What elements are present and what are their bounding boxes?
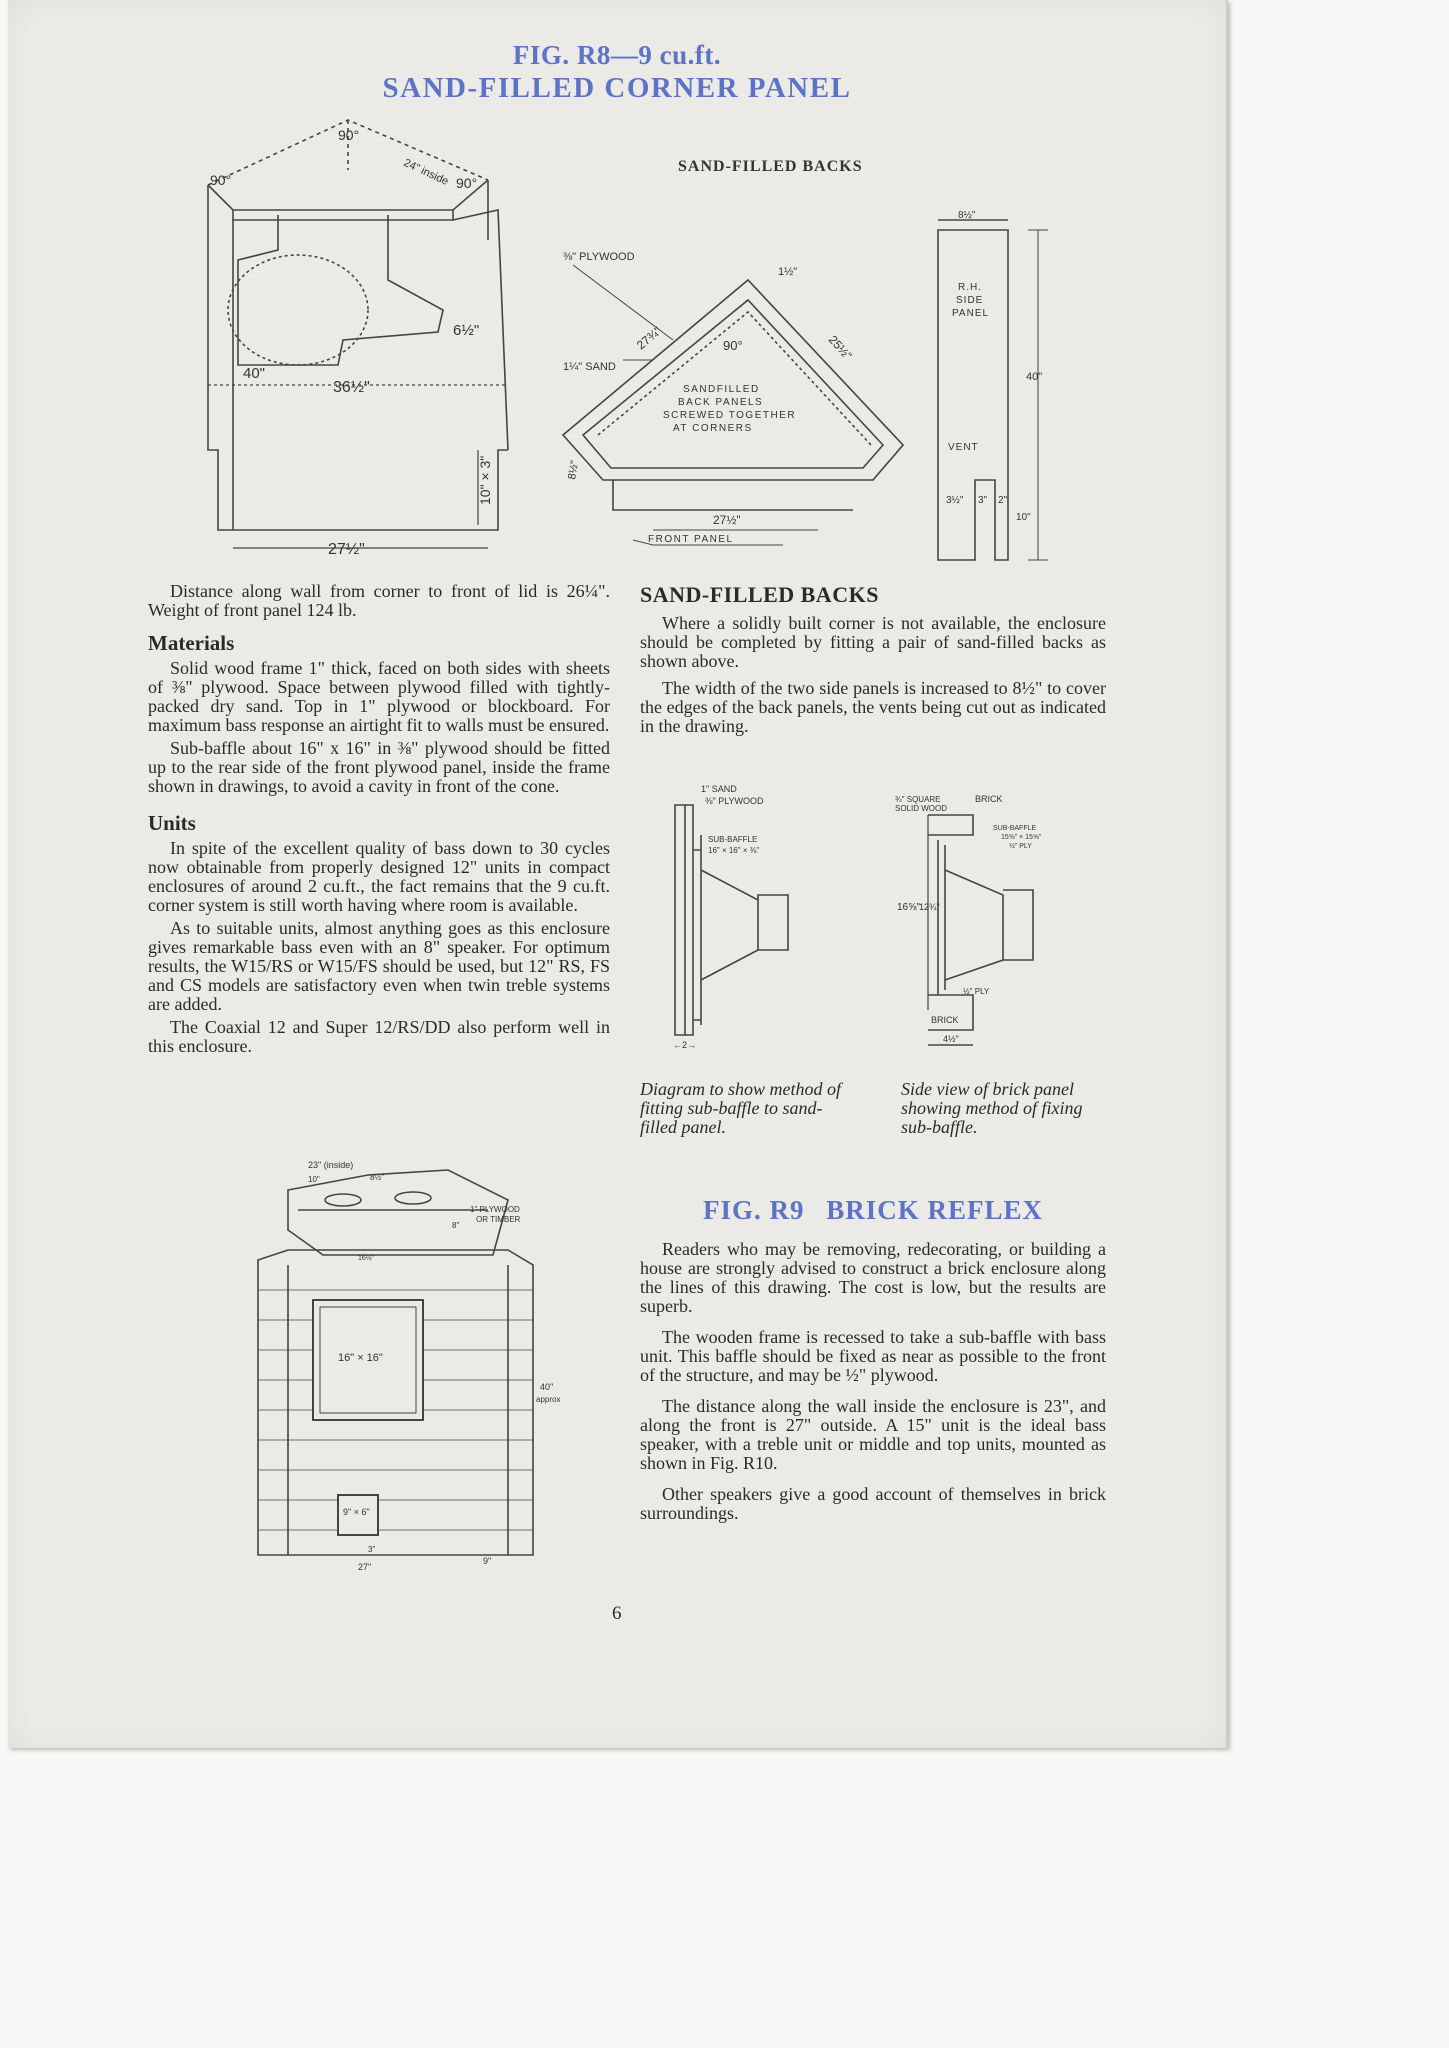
sb-right-halfply: ½" PLY bbox=[963, 987, 990, 996]
fig-r9-label: FIG. R9 bbox=[703, 1195, 805, 1225]
sb-right-4half: 4½" bbox=[943, 1034, 959, 1044]
subbaffle-diagrams bbox=[663, 780, 1083, 1060]
figure-label: FIG. R8—9 cu.ft. bbox=[512, 40, 722, 70]
backs-plywood: ⅜" PLYWOOD bbox=[563, 251, 635, 263]
sb-left-sand: 1" SAND bbox=[701, 784, 737, 794]
figure-title: SAND-FILLED CORNER PANEL bbox=[382, 72, 852, 104]
corner-top-angle: 90° bbox=[338, 127, 360, 143]
backs-note-3: SCREWED TOGETHER bbox=[663, 410, 797, 421]
backs-27half: 27½" bbox=[713, 513, 741, 527]
fig-r9-paragraph-4: Other speakers give a good account of themselves in brick surroundings. bbox=[640, 1484, 1106, 1523]
page-number: 6 bbox=[612, 1603, 622, 1624]
sb-left-plywood: ⅜" PLYWOOD bbox=[705, 796, 764, 806]
units-paragraph-1: In spite of the excellent quality of bass down to 30 cycles now obtainable from properly designed 12" units in compact enclosures of around 2 cu.ft., the fact remains that the 9 cu.ft. corner system is still worth having where room is available. bbox=[148, 838, 610, 915]
brick-front-label: 16" × 16" bbox=[338, 1352, 383, 1364]
side-dim-top: 8½" bbox=[958, 210, 976, 221]
backs-sand: 1¼" SAND bbox=[563, 361, 616, 373]
sb-left-subbaffle: SUB-BAFFLE bbox=[708, 835, 758, 844]
left-column bbox=[148, 582, 610, 1060]
fig-r9-paragraph-1: Readers who may be removing, redecorating, or building a house are strongly advised to construct a brick enclosure along the lines of this drawing. The cost is low, but the results are superb. bbox=[640, 1239, 1106, 1316]
backs-note-4: AT CORNERS bbox=[673, 423, 753, 434]
side-dim-3half: 3½" bbox=[946, 495, 964, 506]
corner-10x3: 10" × 3" bbox=[477, 455, 493, 505]
side-dim-10: 10" bbox=[1016, 512, 1031, 523]
backs-note-2: BACK PANELS bbox=[678, 397, 764, 408]
sb-right-brick-bottom: BRICK bbox=[931, 1015, 959, 1025]
corner-36half: 36½" bbox=[333, 379, 370, 396]
sb-right-subbaffle: SUB-BAFFLE bbox=[993, 825, 1037, 832]
brick-reflex-diagram bbox=[238, 1150, 568, 1580]
fig-r9-heading bbox=[703, 1195, 1043, 1226]
backs-25half: 25½" bbox=[825, 332, 855, 363]
brick-8: 8" bbox=[452, 1221, 460, 1230]
side-dim-40: 40" bbox=[1026, 371, 1043, 383]
brick-10: 10" bbox=[308, 1175, 320, 1184]
units-paragraph-2: As to suitable units, almost anything goes as this enclosure gives remarkable bass even with an 8" speaker. For optimum results, the W15/RS or W15/FS should be used, but 12" RS, FS and CS models are satisfactory even when twin treble systems are added. bbox=[148, 918, 610, 1014]
corner-40: 40" bbox=[243, 365, 266, 382]
backs-paragraph-1: Where a solidly built corner is not available, the enclosure should be completed by fitting a pair of sand-filled backs as shown above. bbox=[640, 613, 1106, 671]
brick-3: 3" bbox=[368, 1545, 376, 1554]
backs-27three-quarter: 27¾" bbox=[633, 323, 665, 353]
fig-r9-title: BRICK REFLEX bbox=[826, 1195, 1044, 1225]
sb-right-square: ¾" SQUARE bbox=[895, 795, 941, 804]
backs-paragraph-2: The width of the two side panels is increased to 8½" to cover the edges of the back panels, the vents being cut out as indicated in the drawing. bbox=[640, 678, 1106, 736]
fig-r9-text bbox=[640, 1240, 1106, 1535]
brick-8half: 8½" bbox=[370, 1173, 384, 1182]
backs-note-1: SANDFILLED bbox=[683, 384, 760, 395]
corner-panel-diagram bbox=[188, 110, 518, 560]
brick-23: 23" (inside) bbox=[308, 1160, 354, 1170]
materials-paragraph-1: Solid wood frame 1" thick, faced on both sides with sheets of ⅜" plywood. Space between plywood filled with tightly-packed dry sand. Top in 1" plywood or blockboard. For maximum bass response an airtight fit to walls must be ensured. bbox=[148, 658, 610, 735]
sb-left-bottom: ←2→ bbox=[673, 1040, 697, 1050]
right-column bbox=[640, 582, 1106, 748]
side-dim-3: 3" bbox=[978, 495, 988, 506]
brick-plywood-2: OR TIMBER bbox=[476, 1215, 521, 1224]
brick-plywood-1: 1" PLYWOOD bbox=[470, 1205, 520, 1214]
brick-9: 9" bbox=[483, 1556, 492, 1566]
intro-paragraph: Distance along wall from corner to front of lid is 26¼". Weight of front panel 124 lb. bbox=[148, 581, 610, 620]
side-rh-3: PANEL bbox=[952, 308, 990, 319]
sb-right-subbaffle-size: 15⅝" × 15⅝" bbox=[1001, 834, 1042, 841]
backs-text-heading: SAND-FILLED BACKS bbox=[640, 582, 879, 607]
sand-filled-backs-diagram bbox=[553, 240, 913, 550]
fig-r9-paragraph-3: The distance along the wall inside the enclosure is 23", and along the front is 27" outside. A 15" unit is the ideal bass speaker, with a treble unit or middle and top units, mounted as shown in Fig. R10. bbox=[640, 1396, 1106, 1473]
sb-left-subbaffle-size: 16" × 16" × ⅜" bbox=[708, 846, 760, 855]
corner-left-angle: 90° bbox=[210, 172, 232, 188]
backs-8half: 8½" bbox=[566, 459, 582, 481]
sb-right-16: 16⅝" bbox=[897, 902, 921, 913]
side-rh-2: SIDE bbox=[956, 295, 984, 306]
side-vent: VENT bbox=[948, 442, 979, 453]
materials-paragraph-2: Sub-baffle about 16" x 16" in ⅜" plywood should be fitted up to the rear side of the front plywood panel, inside the frame shown in drawings, to avoid a cavity in front of the cone. bbox=[148, 738, 610, 796]
side-dim-2: 2" bbox=[998, 495, 1008, 506]
fig-r9-paragraph-2: The wooden frame is recessed to take a sub-baffle with bass unit. This baffle should be fixed as near as possible to the front of the structure, and may be ½" plywood. bbox=[640, 1327, 1106, 1385]
sb-right-solid: SOLID WOOD bbox=[895, 804, 948, 813]
document-page bbox=[8, 0, 1228, 1748]
brick-approx: approx bbox=[536, 1395, 561, 1404]
corner-27half: 27½" bbox=[328, 541, 365, 558]
brick-16half: 16½" bbox=[358, 1255, 375, 1262]
corner-24-inside: 24" inside bbox=[401, 156, 451, 188]
backs-front-panel: FRONT PANEL bbox=[648, 534, 734, 545]
backs-1half: 1½" bbox=[778, 266, 798, 278]
units-heading: Units bbox=[148, 811, 196, 835]
brick-vent-label: 9" × 6" bbox=[343, 1507, 370, 1517]
caption-right: Side view of brick panel showing method of fixing sub-baffle. bbox=[901, 1079, 1083, 1137]
side-rh-1: R.H. bbox=[958, 282, 982, 293]
backs-angle-90: 90° bbox=[723, 338, 743, 353]
materials-heading: Materials bbox=[148, 631, 235, 655]
sb-right-ply: ½" PLY bbox=[1009, 843, 1032, 850]
sb-right-brick-top: BRICK bbox=[975, 794, 1003, 804]
caption-left: Diagram to show method of fitting sub-baffle to sand-filled panel. bbox=[640, 1079, 842, 1137]
backs-diagram-heading: SAND-FILLED BACKS bbox=[678, 158, 863, 175]
sb-right-12: 12¾" bbox=[919, 902, 940, 912]
side-panel-diagram bbox=[928, 200, 1058, 570]
brick-40: 40" bbox=[540, 1382, 554, 1392]
brick-27: 27" bbox=[358, 1562, 372, 1572]
corner-6half: 6½" bbox=[453, 322, 480, 339]
units-paragraph-3: The Coaxial 12 and Super 12/RS/DD also perform well in this enclosure. bbox=[148, 1017, 610, 1056]
corner-right-angle: 90° bbox=[456, 175, 478, 191]
